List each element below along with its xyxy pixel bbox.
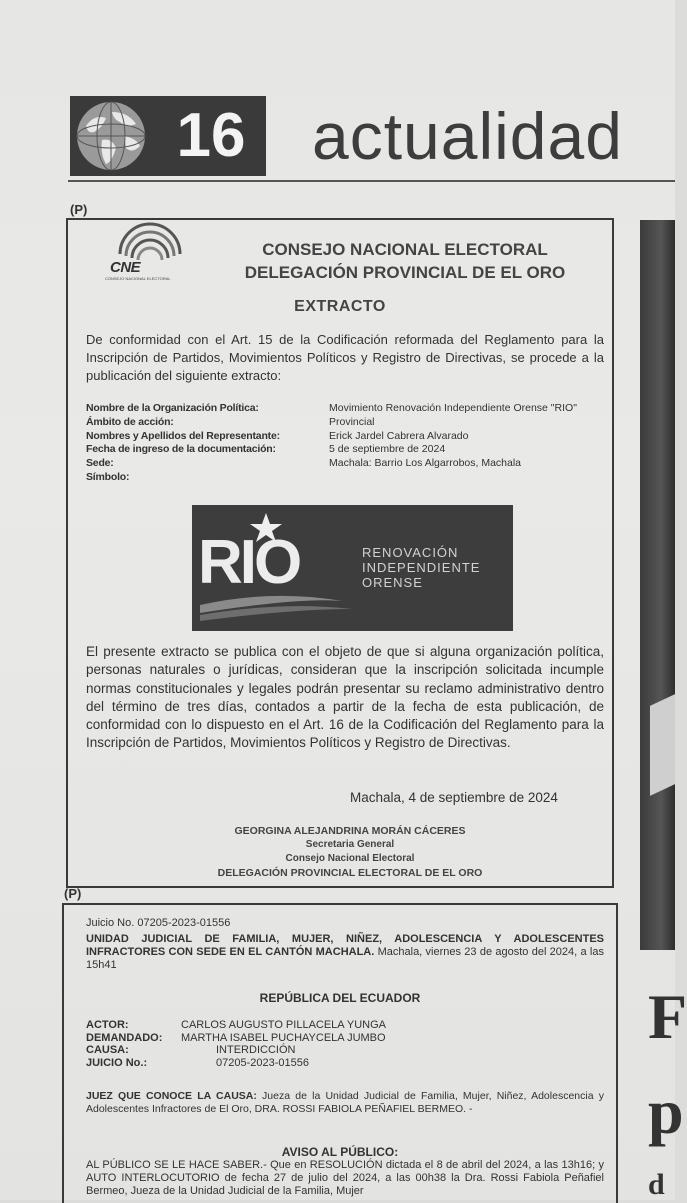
paid-notice-marker: (P): [70, 202, 88, 217]
field-label: Símbolo:: [86, 470, 130, 483]
party-row: [86, 1044, 506, 1057]
field-row: [86, 430, 606, 444]
field-value: Movimiento Renovación Independiente Orense "RIO": [329, 402, 577, 414]
paid-notice-marker: (P): [64, 886, 82, 901]
public-notice-text: AL PÚBLICO SE LE HACE SABER.- Que en RESOLUCIÓN dictada el 8 de abril del 2024, a las 13h16; y AUTO INTERLOCUTORIO de fecha 27 de julio del 2024, a las 00h38 la Dra. Rossi Fabiola Peñafiel Bermeo, Jueza de la Unidad Judicial de la Familia, Mujer: [86, 1159, 604, 1197]
party-row: [86, 1057, 506, 1070]
signatory-organization: Consejo Nacional Electoral: [285, 853, 415, 864]
field-row: [86, 457, 606, 471]
page-number: 16: [176, 101, 246, 170]
party-value: MARTHA ISABEL PUCHAYCELA JUMBO: [181, 1031, 386, 1044]
party-value: CARLOS AUGUSTO PILLACELA YUNGA: [181, 1019, 387, 1031]
party-row: [86, 1019, 506, 1032]
party-label: ACTOR:: [86, 1019, 129, 1031]
adjacent-text-fragment: d: [648, 1168, 665, 1201]
cne-logo-text: CNE: [110, 259, 141, 276]
case-parties: [86, 1019, 506, 1069]
field-label: Sede:: [86, 457, 114, 470]
adjacent-column-photo: [640, 220, 675, 950]
notice-fields: [86, 402, 606, 485]
rio-name-line: INDEPENDIENTE: [362, 560, 481, 575]
party-label: CAUSA:: [86, 1044, 129, 1056]
field-row: [86, 402, 606, 416]
signatory-name: GEORGINA ALEJANDRINA MORÁN CÁCERES: [234, 825, 466, 837]
field-value: Provincial: [329, 415, 375, 428]
republic-heading: REPÚBLICA DEL ECUADOR: [259, 991, 421, 1005]
field-label: Fecha de ingreso de la documentación:: [86, 443, 276, 456]
field-label: Ámbito de acción:: [86, 415, 174, 428]
organization-name: CONSEJO NACIONAL ELECTORAL: [262, 240, 548, 259]
court-date: Machala, viernes 23 de agosto del 2024, a las 15h41: [86, 946, 604, 971]
cne-logo-subtext: CONSEJO NACIONAL ELECTORAL: [105, 276, 171, 281]
party-label: DEMANDADO:: [86, 1031, 163, 1044]
field-label: Nombre de la Organización Política:: [86, 402, 259, 414]
field-row: [86, 416, 606, 430]
field-value: Machala: Barrio Los Algarrobos, Machala: [329, 457, 522, 470]
public-notice-heading: AVISO AL PÚBLICO:: [281, 1145, 399, 1159]
adjacent-headline-letter: p: [648, 1076, 684, 1147]
field-value: Erick Jardel Cabrera Alvarado: [329, 429, 469, 442]
party-value: 07205-2023-01556: [216, 1056, 309, 1069]
party-value: INTERDICCIÓN: [216, 1044, 296, 1056]
judge-text: Jueza de la Unidad Judicial de Familia, Mujer, Niñez, Adolescencia y Adolescentes Infractores de El Oro, DRA. ROSSI FABIOLA PEÑAFIEL BERMEO. -: [86, 1090, 604, 1115]
field-value: 5 de septiembre de 2024: [329, 443, 446, 456]
case-number: Juicio No. 07205-2023-01556: [86, 917, 231, 929]
signatory-title: Secretaria General: [305, 839, 395, 850]
rio-symbol-text: RIO: [198, 528, 300, 597]
section-title: actualidad: [312, 99, 623, 173]
notice-heading: EXTRACTO: [294, 298, 386, 315]
field-label: Nombres y Apellidos del Representante:: [86, 429, 280, 442]
judge-label: JUEZ QUE CONOCE LA CAUSA:: [86, 1090, 257, 1102]
notice-date: Machala, 4 de septiembre de 2024: [350, 790, 558, 805]
field-row: [86, 443, 606, 457]
court-paragraph: [86, 933, 604, 972]
rio-symbol-name: [362, 545, 480, 590]
signatory-delegation: DELEGACIÓN PROVINCIAL ELECTORAL DE EL ORO: [217, 867, 483, 879]
header-rule: [68, 180, 675, 182]
delegation-name: DELEGACIÓN PROVINCIAL DE EL ORO: [244, 263, 566, 282]
party-label: JUICIO No.:: [86, 1056, 148, 1069]
field-value: [329, 471, 606, 485]
notice-intro: De conformidad con el Art. 15 de la Codificación reformada del Reglamento para la Inscripción de Partidos, Movimientos Políticos y Registro de Directivas, se procede a la publicación del siguiente extracto:: [86, 332, 604, 383]
judge-paragraph: [86, 1090, 604, 1116]
rio-name-line: RENOVACIÓN: [362, 545, 459, 560]
rio-name-line: ORENSE: [362, 575, 423, 590]
notice-body: El presente extracto se publica con el objeto de que si alguna organización política, personas naturales o jurídicas, consideran que la inscripción solicitada incumple normas constitucionales y legales podrán presentar su reclamo administrativo dentro del término de tres días, contados a partir de la fecha de esta publicación, de conformidad con lo dispuesto en el Art. 16 de la Codificación del Reglamento para la Inscripción de Partidos, Movimientos Políticos y Registro de Directivas.: [86, 644, 604, 751]
court-name: UNIDAD JUDICIAL DE FAMILIA, MUJER, NIÑEZ, ADOLESCENCIA Y ADOLESCENTES INFRACTORES CON SEDE EN EL CANTÓN MACHALA.: [86, 933, 604, 958]
notice-organization-title: [210, 238, 600, 284]
party-row: [86, 1032, 506, 1045]
field-row: [86, 471, 606, 485]
adjacent-headline-letter: F: [648, 981, 687, 1052]
globe-icon: [72, 98, 150, 174]
